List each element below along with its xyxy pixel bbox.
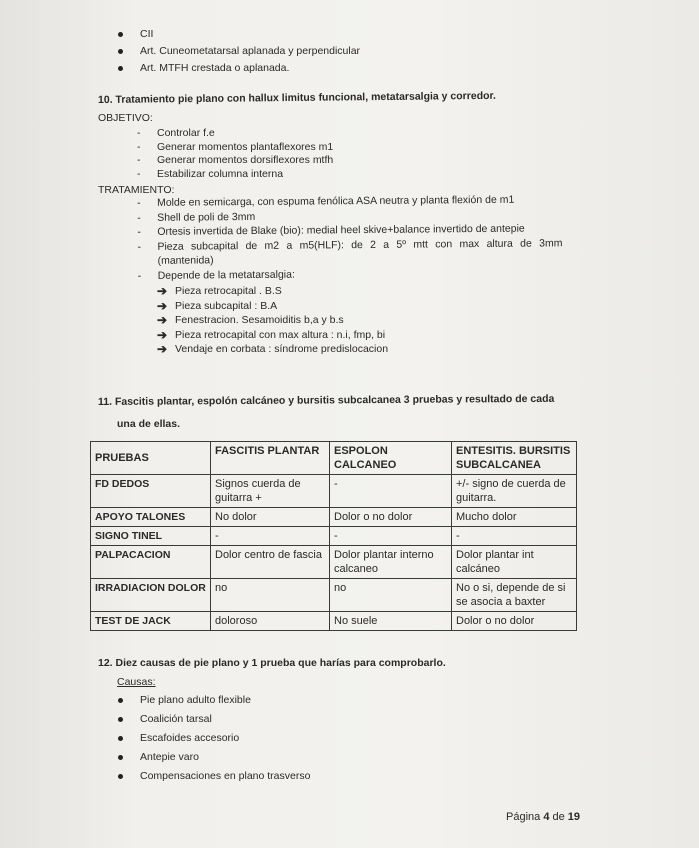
bullet-icon — [118, 49, 123, 54]
arrow-right-icon: ➔ — [157, 327, 168, 342]
objetivo-list — [137, 127, 333, 181]
table-cell: - — [330, 475, 452, 508]
table-cell: Dolor centro de fascia — [211, 546, 330, 579]
arrow-right-icon: ➔ — [157, 313, 168, 327]
list-item: Pie plano adulto flexible — [118, 691, 310, 710]
list-item: Art. Cuneometatarsal aplanada y perpendicular — [118, 43, 360, 60]
row-header-cell: APOYO TALONES — [91, 508, 211, 527]
table-cell: - — [211, 527, 330, 546]
table-header-cell: ESPOLON CALCANEO — [330, 442, 452, 475]
list-item: Escafoides accesorio — [118, 729, 310, 748]
arrow-right-icon: ➔ — [157, 342, 168, 356]
table-header-cell: ENTESITIS. BURSITIS SUBCALCANEA — [452, 442, 577, 475]
table-cell: Dolor o no dolor — [452, 612, 577, 631]
row-header-cell: IRRADIACION DOLOR — [91, 579, 211, 612]
q11-title-continued: una de ellas. — [117, 418, 181, 430]
table-cell: +/- signo de cuerda de guitarra. — [452, 475, 577, 508]
table-header-row — [91, 442, 577, 475]
table-row — [91, 527, 577, 546]
list-item: - Pieza subcapital de m2 a m5(HLF): de 2 a 5º mtt con max altura de 3mm — [137, 236, 563, 253]
bullet-icon — [118, 66, 123, 71]
metatarsalgia-sublist — [157, 284, 388, 357]
table-cell: No dolor — [211, 508, 330, 527]
table-cell: no — [211, 579, 330, 612]
list-item: - Molde en semicarga, con espuma fenólica ASA neutra y planta flexión de m1 — [137, 193, 515, 209]
list-item: ➔ Pieza retrocapital . B.S — [157, 284, 282, 298]
list-item: ➔ Pieza subcapital : B.A — [157, 298, 278, 313]
table-cell: Dolor plantar int calcáneo — [452, 546, 577, 579]
row-header-cell: TEST DE JACK — [91, 612, 211, 631]
table-cell: Signos cuerda de guitarra + — [211, 475, 330, 508]
table-row — [91, 475, 577, 508]
list-item: - Shell de poli de 3mm — [137, 210, 256, 224]
q10-title: 10. Tratamiento pie plano con hallux limitus funcional, metatarsalgia y corredor. — [97, 89, 496, 106]
row-header-cell: FD DEDOS — [91, 475, 211, 508]
table-cell: Dolor o no dolor — [330, 508, 452, 527]
top-bullet-list — [118, 26, 360, 77]
tests-table — [90, 441, 577, 631]
bullet-icon — [118, 755, 123, 760]
row-header-cell: SIGNO TINEL — [91, 527, 211, 546]
objetivo-label: OBJETIVO: — [98, 112, 153, 124]
list-item: - Depende de la metatarsalgia: — [137, 268, 295, 282]
tratamiento-label: TRATAMIENTO: — [98, 184, 175, 196]
list-item: CII — [118, 26, 360, 43]
list-item: ➔ Vendaje en corbata : síndrome predislocacion — [157, 342, 389, 356]
table-row — [91, 612, 577, 631]
list-item: ➔ Pieza retrocapital con max altura : n.i, fmp, bi — [157, 327, 386, 342]
causas-list — [118, 691, 310, 786]
list-item: (mantenida) — [157, 254, 214, 267]
page-footer: Página 4 de 19 — [506, 811, 581, 823]
list-item: - Generar momentos dorsiflexores mtfh — [137, 154, 334, 166]
bullet-icon — [118, 736, 123, 741]
list-item: - Estabilizar columna interna — [137, 167, 284, 180]
table-cell: Dolor plantar interno calcaneo — [330, 546, 452, 579]
table-row — [91, 579, 577, 612]
table-cell: No suele — [330, 612, 452, 631]
tratamiento-list — [137, 192, 563, 283]
list-item: - Generar momentos plantaflexores m1 — [137, 140, 334, 153]
list-item: Compensaciones en plano trasverso — [118, 767, 310, 786]
bullet-icon — [118, 717, 123, 722]
arrow-right-icon: ➔ — [157, 284, 168, 298]
arrow-right-icon: ➔ — [157, 298, 168, 313]
list-item: Art. MTFH crestada o aplanada. — [118, 60, 360, 77]
table-header-cell: PRUEBAS — [91, 442, 211, 475]
row-header-cell: PALPACACION — [91, 546, 211, 579]
q11-title: 11. Fascitis plantar, espolón calcáneo y bursitis subcalcanea 3 pruebas y resultado de cada — [97, 392, 555, 408]
list-item: Antepie varo — [118, 748, 310, 767]
bullet-icon — [118, 774, 123, 779]
table-row — [91, 508, 577, 527]
table-header-cell: FASCITIS PLANTAR — [211, 442, 330, 475]
table-cell: Mucho dolor — [452, 508, 577, 527]
table-row — [91, 546, 577, 579]
table-cell: - — [452, 527, 577, 546]
q12-title: 12. Diez causas de pie plano y 1 prueba que harías para comprobarlo. — [98, 657, 446, 669]
list-item: - Controlar f.e — [137, 127, 215, 139]
table-cell: no — [330, 579, 452, 612]
list-item: - Ortesis invertida de Blake (bio): medial heel skive+balance invertido de antepie — [137, 222, 525, 238]
table-cell: No o si, depende de si se asocia a baxter — [452, 579, 577, 612]
bullet-icon — [118, 32, 123, 37]
list-item: Coalición tarsal — [118, 710, 310, 729]
table-cell: doloroso — [211, 612, 330, 631]
table-cell: - — [330, 527, 452, 546]
bullet-icon — [118, 698, 123, 703]
causas-label: Causas: — [117, 676, 156, 688]
list-item: ➔ Fenestracion. Sesamoiditis b,a y b.s — [157, 313, 344, 327]
